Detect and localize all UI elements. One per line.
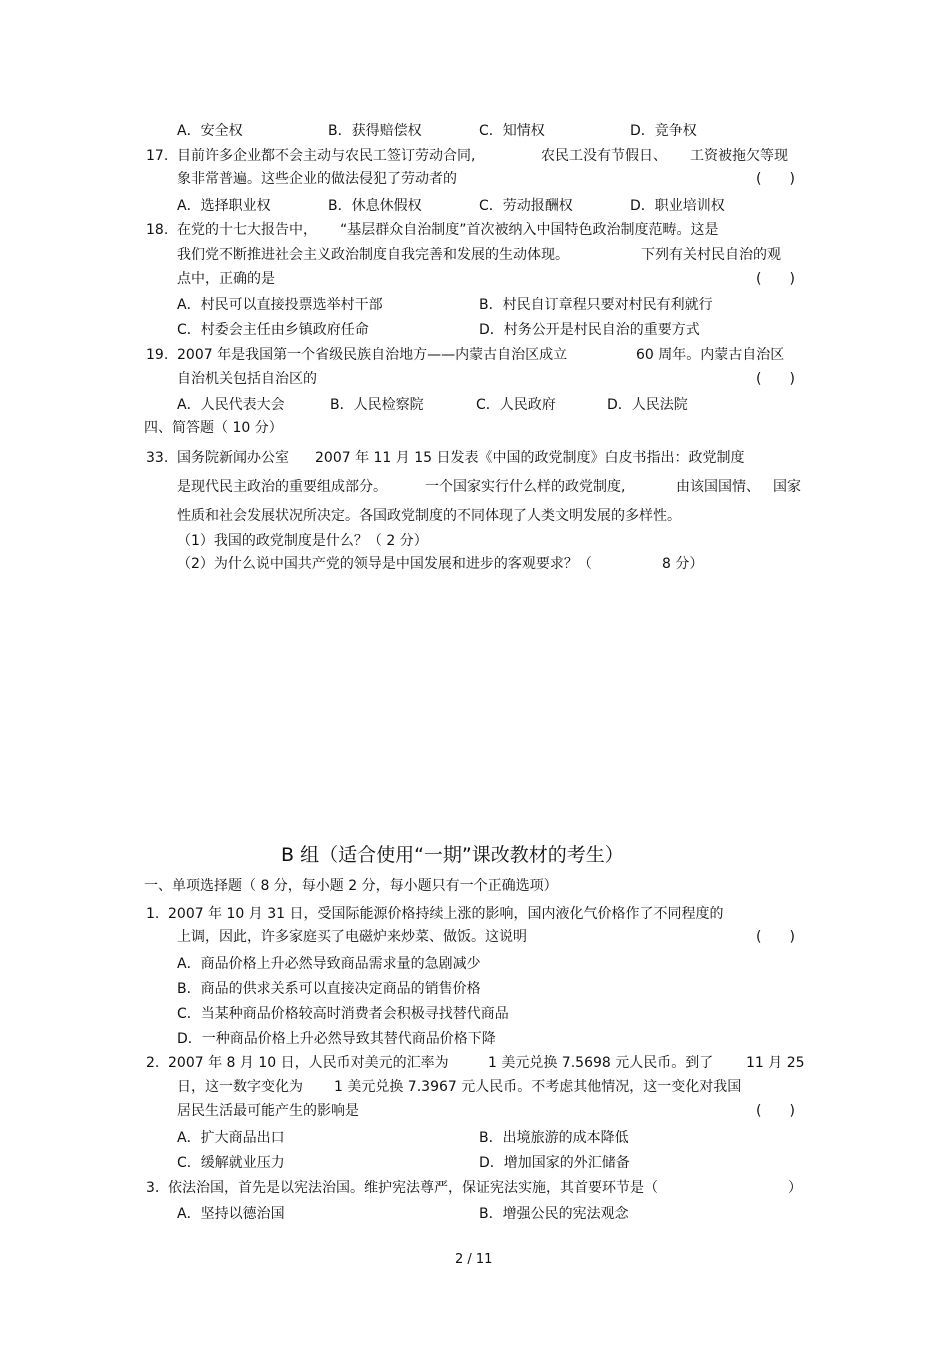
question-text: 1 美元兑换 7.5698 元人民币。到了 bbox=[488, 1055, 714, 1071]
option-c: C．当某种商品价格较高时消费者会积极寻找替代商品 bbox=[177, 1006, 509, 1022]
option-b: B．人民检察院 bbox=[330, 397, 424, 413]
question-number: 2. bbox=[146, 1055, 160, 1071]
option-a: A．商品价格上升必然导致商品需求量的急剧减少 bbox=[177, 956, 481, 972]
question-text: 点中，正确的是 bbox=[177, 271, 275, 287]
option-a: A．村民可以直接投票选举村干部 bbox=[177, 297, 383, 313]
question-number: 19. bbox=[146, 347, 169, 363]
answer-paren: ( ) bbox=[756, 371, 795, 387]
option-d: D．职业培训权 bbox=[630, 198, 725, 214]
question-number: 33. bbox=[146, 450, 169, 466]
option-b: B．休息休假权 bbox=[328, 198, 422, 214]
question-text: 11 月 25 bbox=[746, 1055, 805, 1071]
question-text: 2007 年 10 月 31 日，受国际能源价格持续上涨的影响，国内液化气价格作了不同程度的 bbox=[168, 906, 724, 922]
option-d: D．人民法院 bbox=[607, 397, 688, 413]
option-a: A．扩大商品出口 bbox=[177, 1130, 285, 1146]
question-text: 我们党不断推进社会主义政治制度自我完善和发展的生动体现。 bbox=[177, 247, 569, 263]
question-text: 1 美元兑换 7.3967 元人民币。不考虑其他情况，这一变化对我国 bbox=[334, 1079, 742, 1095]
question-text: 目前许多企业都不会主动与农民工签订劳动合同, bbox=[177, 148, 476, 164]
question-text: 性质和社会发展状况所决定。各国政党制度的不同体现了人类文明发展的多样性。 bbox=[177, 508, 681, 524]
question-text: 60 周年。内蒙古自治区 bbox=[636, 347, 785, 363]
answer-paren: ( ) bbox=[756, 271, 795, 287]
option-c: C．劳动报酬权 bbox=[479, 198, 573, 214]
question-text: 象非常普遍。这些企业的做法侵犯了劳动者的 bbox=[177, 171, 457, 187]
option-b: B．获得赔偿权 bbox=[328, 123, 422, 139]
answer-paren: ( ) bbox=[756, 929, 795, 945]
answer-paren: ( ) bbox=[756, 1103, 795, 1119]
question-text: 日，这一数字变化为 bbox=[177, 1079, 303, 1095]
question-text: 2007 年 11 月 15 日发表《中国的政党制度》白皮书指出：政党制度 bbox=[315, 450, 745, 466]
option-c: C．人民政府 bbox=[476, 397, 556, 413]
question-text: “基层群众自治制度”首次被纳入中国特色政治制度范畴。这是 bbox=[340, 222, 719, 238]
question-text: 依法治国，首先是以宪法治国。维护宪法尊严，保证宪法实施，其首要环节是（ bbox=[168, 1180, 658, 1196]
question-text: 工资被拖欠等现 bbox=[690, 148, 788, 164]
option-a: A．选择职业权 bbox=[177, 198, 271, 214]
question-text: 2007 年 8 月 10 日，人民币对美元的汇率为 bbox=[168, 1055, 449, 1071]
sub-question-score: 8 分） bbox=[662, 556, 704, 572]
section-heading: 四、简答题（ 10 分） bbox=[144, 420, 283, 436]
sub-question: （2）为什么说中国共产党的领导是中国发展和进步的客观要求？（ bbox=[177, 556, 592, 572]
group-title: B 组（适合使用“一期”课改教材的考生） bbox=[281, 844, 624, 866]
answer-paren: ( ) bbox=[756, 171, 795, 187]
question-text: 国家 bbox=[773, 479, 801, 495]
question-text: 居民生活最可能产生的影响是 bbox=[177, 1103, 359, 1119]
page-number: 2 / 11 bbox=[455, 1252, 493, 1267]
option-b: B．村民自订章程只要对村民有利就行 bbox=[479, 297, 713, 313]
section-heading: 一、单项选择题（ 8 分，每小题 2 分，每小题只有一个正确选项） bbox=[144, 878, 558, 894]
question-text: 2007 年是我国第一个省级民族自治地方——内蒙古自治区成立 bbox=[177, 347, 568, 363]
option-d: D．村务公开是村民自治的重要方式 bbox=[479, 322, 700, 338]
question-text: 在党的十七大报告中， bbox=[177, 222, 317, 238]
question-number: 18. bbox=[146, 222, 169, 238]
question-number: 3. bbox=[146, 1180, 160, 1196]
question-text: 一个国家实行什么样的政党制度, bbox=[425, 479, 626, 495]
option-c: C．村委会主任由乡镇政府任命 bbox=[177, 322, 369, 338]
question-text: 国务院新闻办公室 bbox=[177, 450, 289, 466]
question-text: 农民工没有节假日、 bbox=[541, 148, 667, 164]
question-text: 下列有关村民自治的观 bbox=[641, 247, 781, 263]
option-a: A．坚持以德治国 bbox=[177, 1206, 285, 1222]
sub-question: （1）我国的政党制度是什么？（ 2 分） bbox=[177, 533, 428, 549]
option-b: B．出境旅游的成本降低 bbox=[479, 1130, 629, 1146]
question-number: 1. bbox=[146, 906, 160, 922]
question-text: 自治机关包括自治区的 bbox=[177, 371, 317, 387]
question-number: 17. bbox=[146, 148, 169, 164]
option-a: A．安全权 bbox=[177, 123, 243, 139]
question-text: 上调，因此，许多家庭买了电磁炉来炒菜、做饭。这说明 bbox=[177, 929, 527, 945]
question-text: 是现代民主政治的重要组成部分。 bbox=[177, 479, 387, 495]
option-d: D．竞争权 bbox=[630, 123, 697, 139]
option-d: D．增加国家的外汇储备 bbox=[479, 1155, 630, 1171]
question-text: 由该国国情、 bbox=[676, 479, 760, 495]
option-b: B．商品的供求关系可以直接决定商品的销售价格 bbox=[177, 981, 481, 997]
option-b: B．增强公民的宪法观念 bbox=[479, 1206, 629, 1222]
option-c: C．缓解就业压力 bbox=[177, 1155, 285, 1171]
option-d: D．一种商品价格上升必然导致其替代商品价格下降 bbox=[177, 1031, 496, 1047]
option-c: C．知情权 bbox=[479, 123, 545, 139]
answer-paren-close: ） bbox=[788, 1180, 802, 1196]
option-a: A．人民代表大会 bbox=[177, 397, 285, 413]
